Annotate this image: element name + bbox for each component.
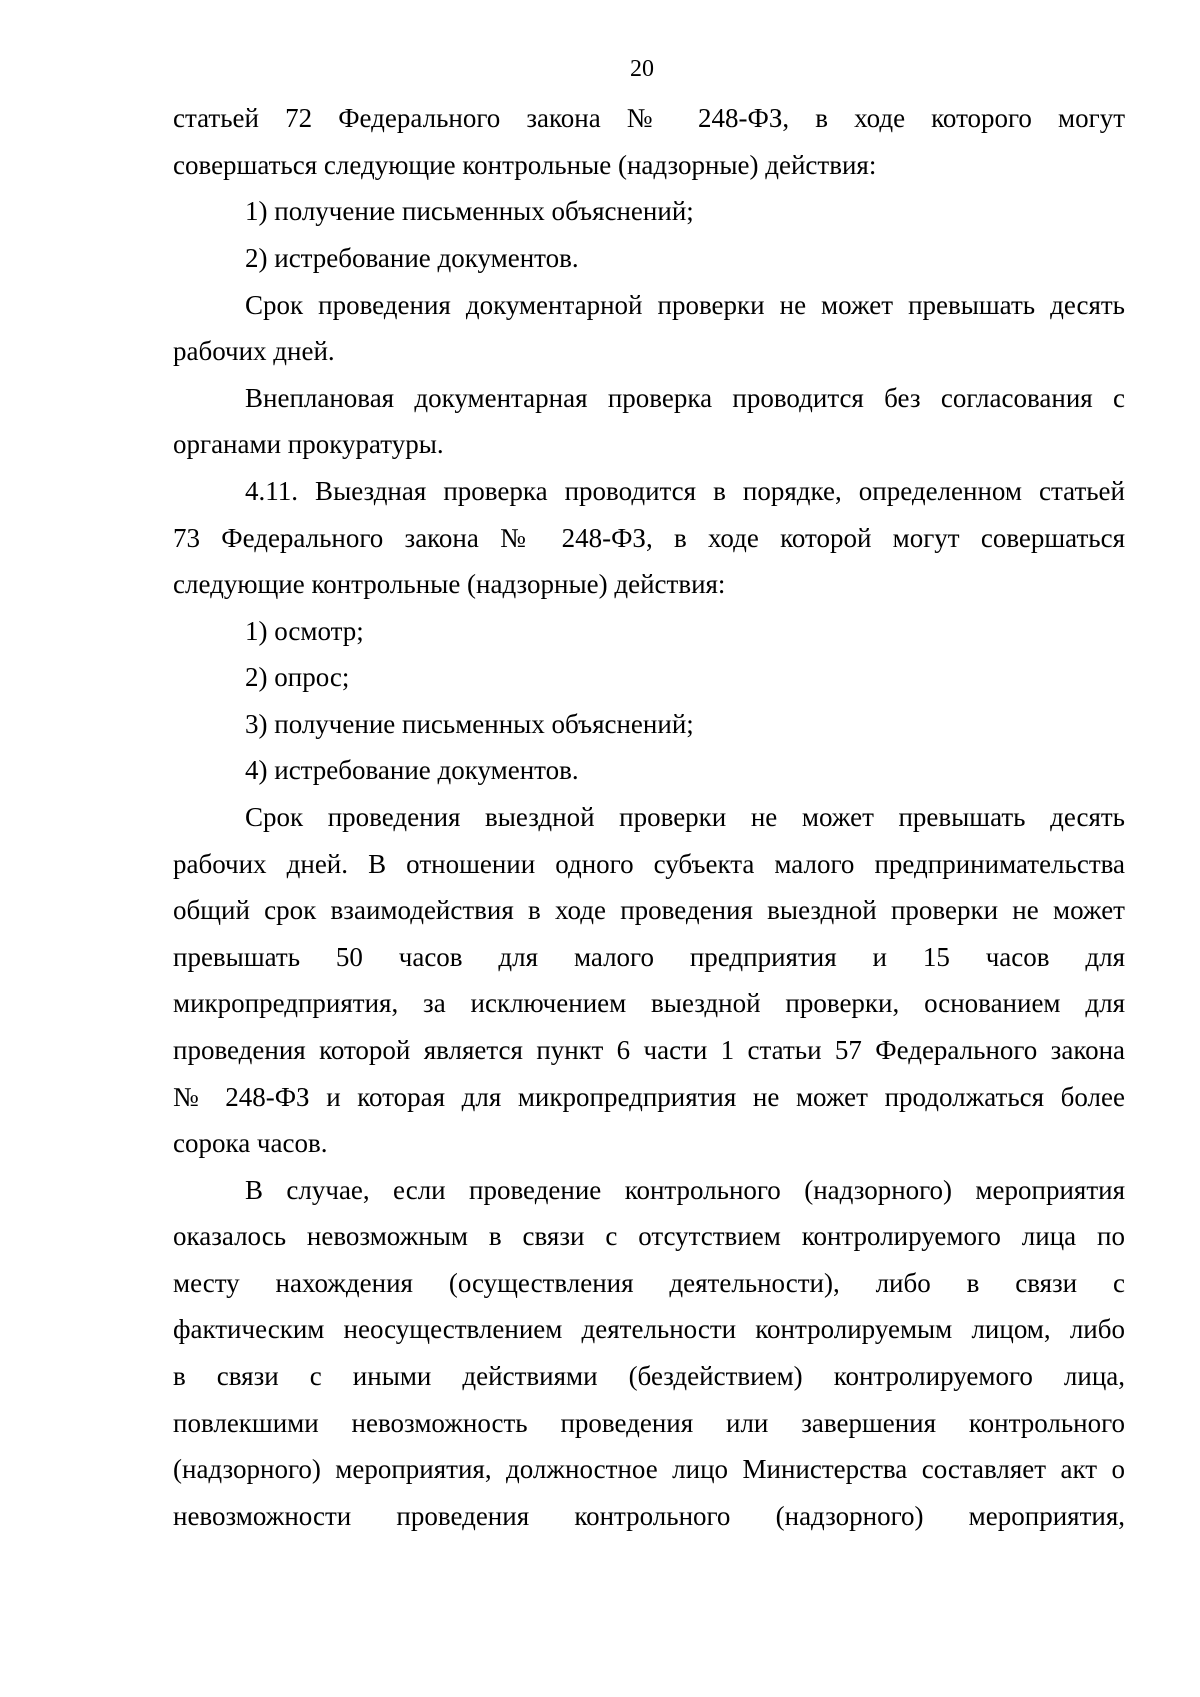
- list-item: 1) получение письменных объяснений;: [245, 196, 694, 226]
- page-number: 20: [630, 56, 654, 82]
- text-line: месту нахождения (осуществления деятельности), либо в связи с: [173, 1268, 1125, 1298]
- text-line: следующие контрольные (надзорные) действия:: [173, 569, 726, 599]
- list-item: 4) истребование документов.: [245, 755, 579, 785]
- text-line: рабочих дней. В отношении одного субъекта малого предпринимательства: [173, 849, 1125, 879]
- text-line: фактическим неосуществлением деятельности контролируемым лицом, либо: [173, 1314, 1125, 1344]
- text-line: общий срок взаимодействия в ходе проведения выездной проверки не может: [173, 895, 1125, 925]
- text-line: рабочих дней.: [173, 336, 335, 366]
- text-line: превышать 50 часов для малого предприятия и 15 часов для: [173, 942, 1125, 972]
- text-line: Срок проведения выездной проверки не может превышать десять: [245, 802, 1125, 832]
- list-item: 2) истребование документов.: [245, 243, 579, 273]
- list-item: 1) осмотр;: [245, 616, 364, 646]
- text-line: (надзорного) мероприятия, должностное лицо Министерства составляет акт о: [173, 1454, 1125, 1484]
- text-line: проведения которой является пункт 6 части 1 статьи 57 Федерального закона: [173, 1035, 1125, 1065]
- text-line: повлекшими невозможность проведения или завершения контрольного: [173, 1408, 1125, 1438]
- text-line: сорока часов.: [173, 1128, 328, 1158]
- text-line: Внеплановая документарная проверка проводится без согласования с: [245, 383, 1125, 413]
- text-line: 73 Федерального закона № 248-ФЗ, в ходе которой могут совершаться: [173, 523, 1125, 553]
- text-line: в связи с иными действиями (бездействием) контролируемого лица,: [173, 1361, 1125, 1391]
- text-line: № 248-ФЗ и которая для микропредприятия не может продолжаться более: [173, 1082, 1125, 1112]
- text-line: 4.11. Выездная проверка проводится в порядке, определенном статьей: [245, 476, 1125, 506]
- text-line: Срок проведения документарной проверки не может превышать десять: [245, 290, 1125, 320]
- text-line: оказалось невозможным в связи с отсутствием контролируемого лица по: [173, 1221, 1125, 1251]
- list-item: 2) опрос;: [245, 662, 350, 692]
- text-line: совершаться следующие контрольные (надзорные) действия:: [173, 150, 877, 180]
- text-line: невозможности проведения контрольного (надзорного) мероприятия,: [173, 1501, 1125, 1531]
- list-item: 3) получение письменных объяснений;: [245, 709, 694, 739]
- text-line: статьей 72 Федерального закона № 248-ФЗ, в ходе которого могут: [173, 103, 1125, 133]
- text-line: органами прокуратуры.: [173, 429, 444, 459]
- text-line: В случае, если проведение контрольного (надзорного) мероприятия: [245, 1175, 1125, 1205]
- text-line: микропредприятия, за исключением выездной проверки, основанием для: [173, 988, 1125, 1018]
